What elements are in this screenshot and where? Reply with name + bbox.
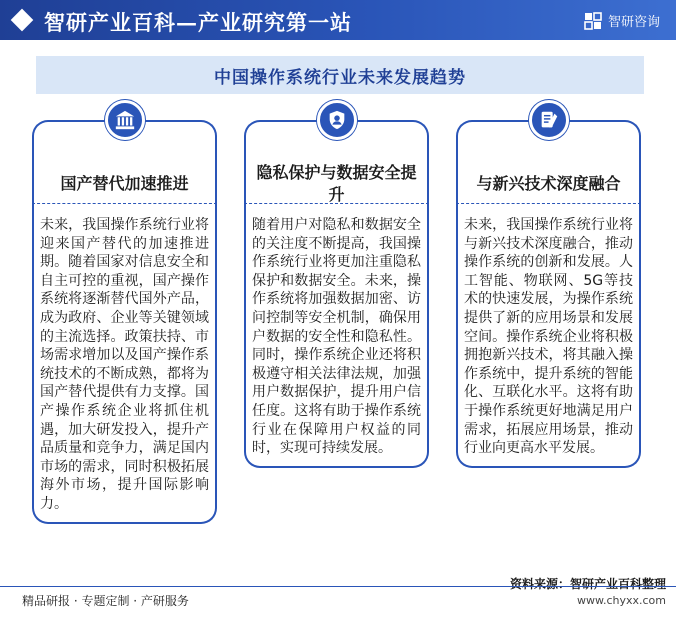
brand-logo-icon <box>584 12 602 30</box>
shield-user-icon <box>326 109 348 131</box>
brand[interactable] <box>584 11 660 30</box>
main-title-banner <box>36 56 644 94</box>
card-text: 未来，我国操作系统行业将迎来国产替代的加速推进期。随着国家对信息安全和自主可控的重视，国产操作系统将逐渐替代国外产品，成为政府、企业等关键领域的主流选择。政策扶持、市场需求增加以及国产操作系统技术的不断成熟，都将为国产替代提供有力支撑。国产操作系统企业将抓住机遇，加大研发投入，提升产品质量和竞争力，满足国内市场的需求，同时积极拓展海外市场，提升国际影响力。 <box>40 217 209 512</box>
card-body <box>456 216 641 468</box>
dashed-divider <box>32 203 217 204</box>
card-title: 隐私保护与数据安全提升 <box>256 163 417 204</box>
footer-tagline: 精品研报 · 专题定制 · 产研服务 <box>22 594 189 608</box>
header-bar <box>0 0 676 40</box>
brand-name: 智研咨询 <box>607 15 660 30</box>
card-text: 随着用户对隐私和数据安全的关注度不断提高，我国操作系统行业将更加注重隐私保护和数据安全。未来，操作系统将加强数据加密、访问控制等安全机制，确保用户数据的安全性和隐私性。同时，操作系统企业还将积极遵守相关法律法规，加强用户数据保护，提升用户信任度。这将有助于操作系统行业在保障用户权益的同时，实现可持续发展。 <box>252 217 421 457</box>
card-badge <box>105 100 145 140</box>
card-badge <box>317 100 357 140</box>
site-title: 智研产业百科—产业研究第一站 <box>44 10 352 35</box>
source-note: 资料来源：智研产业百科整理 <box>509 577 666 591</box>
dashed-divider <box>244 203 429 204</box>
card-body <box>244 216 429 468</box>
card-body <box>32 216 217 524</box>
footer-divider <box>0 586 676 587</box>
card-title: 国产替代加速推进 <box>60 174 189 193</box>
document-tech-icon <box>538 109 560 131</box>
card-text: 未来，我国操作系统行业将与新兴技术深度融合，推动操作系统的创新和发展。人工智能、物联网、5G等技术的快速发展，为操作系统提供了新的应用场景和发展空间。操作系统企业将积极拥抱新兴技术，将其融入操作系统中，提升系统的智能化、互联化水平。这将有助于操作系统更好地满足用户需求，拓展应用场景，推动行业向更高水平发展。 <box>464 217 633 457</box>
dashed-divider <box>456 203 641 204</box>
card-title: 与新兴技术深度融合 <box>476 174 621 193</box>
card-badge <box>529 100 569 140</box>
footer-url[interactable]: www.chyxx.com <box>576 594 666 607</box>
diamond-icon <box>11 9 34 32</box>
bank-icon <box>114 109 136 131</box>
main-title: 中国操作系统行业未来发展趋势 <box>214 67 466 88</box>
